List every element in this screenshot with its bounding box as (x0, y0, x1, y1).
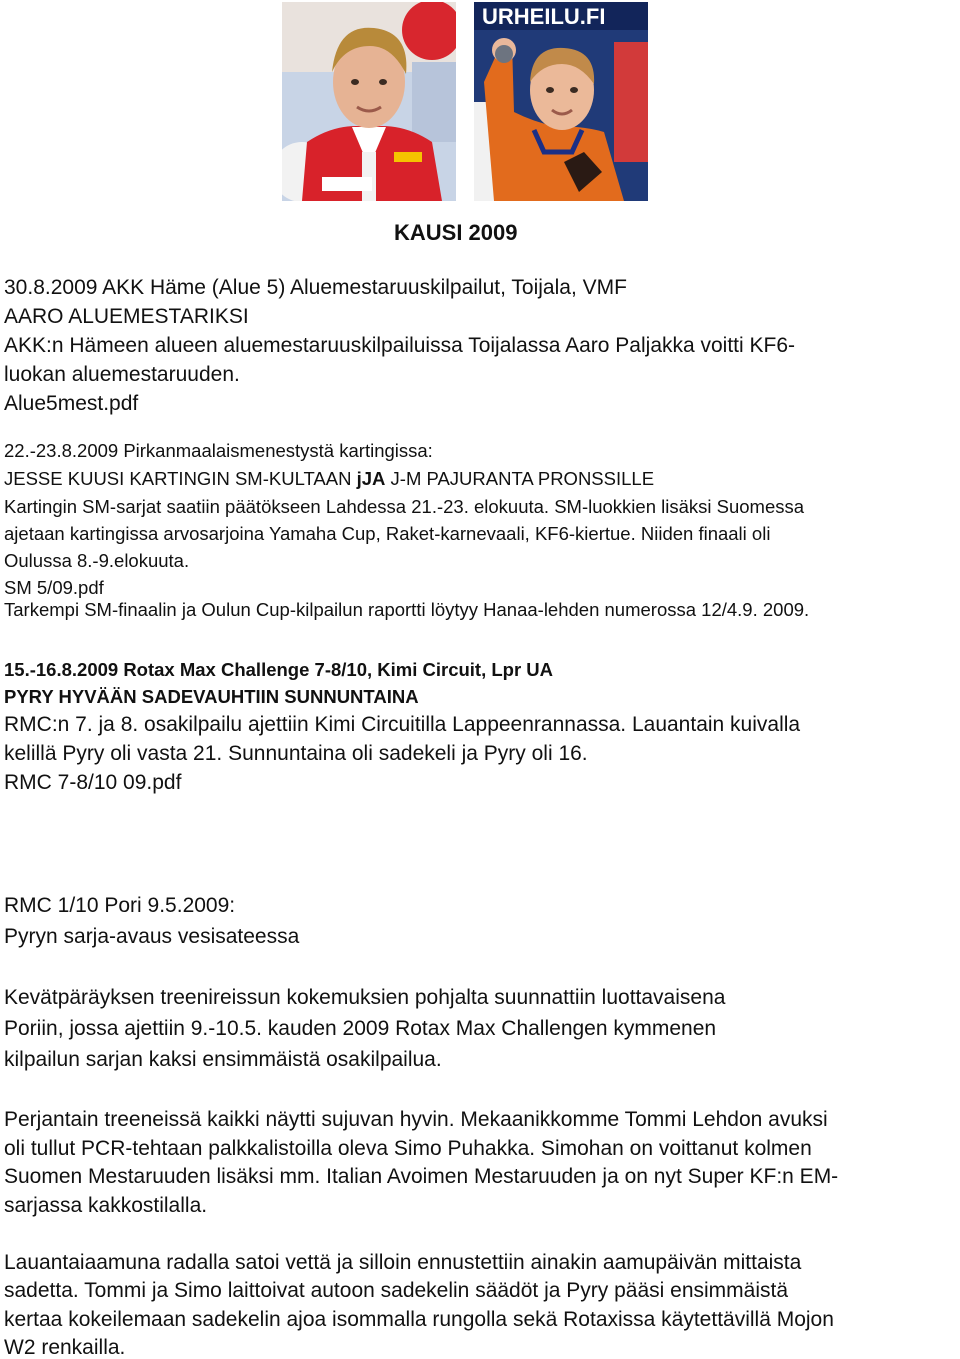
section2-headline-part: jJA (356, 468, 386, 489)
section4-heading: RMC 1/10 Pori 9.5.2009: (4, 894, 236, 917)
section4-body-line: W2 renkailla. (4, 1336, 126, 1359)
section2-headline (4, 470, 654, 489)
section2-heading: 22.-23.8.2009 Pirkanmaalaismenestystä kartingissa: (4, 440, 433, 461)
section4-body-line: kertaa kokeilemaan sadekelin ajoa isommalla rungolla sekä Rotaxissa käytettävillä Mojon (4, 1308, 834, 1331)
section4-headline: Pyryn sarja-avaus vesisateessa (4, 925, 300, 948)
section4-body-line: sadetta. Tommi ja Simo laittoivat autoon sadekelin säädöt ja Pyry pääsi ensimmäistä (4, 1279, 789, 1302)
driver-photo-image (282, 2, 456, 201)
section3-body-line: RMC:n 7. ja 8. osakilpailu ajettiin Kimi Circuitilla Lappeenrannassa. Lauantain kuivalla (4, 713, 801, 736)
section4-body-line: oli tullut PCR-tehtaan palkkalistoilla oleva Simo Puhakka. Simohan on voittanut kolmen (4, 1137, 812, 1160)
section4-body-line: Lauantaiaamuna radalla satoi vettä ja silloin ennustettiin ainakin aamupäivän mittaista (4, 1251, 802, 1274)
section1-body-line: luokan aluemestaruuden. (4, 363, 240, 386)
section4-body-line: Suomen Mestaruuden lisäksi mm. Italian Avoimen Mestaruuden ja on nyt Super KF:n EM- (4, 1165, 839, 1188)
section4-body-line: kilpailun sarjan kaksi ensimmäistä osakilpailua. (4, 1048, 442, 1071)
section2-body-line: ajetaan kartingissa arvosarjoina Yamaha Cup, Raket-karnevaali, KF6-kiertue. Niiden finaali oli (4, 523, 771, 544)
section1-body-line: AKK:n Hämeen alueen aluemestaruuskilpailuissa Toijalassa Aaro Paljakka voitti KF6- (4, 334, 796, 357)
boy-photo-image (474, 2, 648, 201)
section4-body-line: Poriin, jossa ajettiin 9.-10.5. kauden 2009 Rotax Max Challengen kymmenen (4, 1017, 717, 1040)
section2-body-line: Tarkempi SM-finaalin ja Oulun Cup-kilpailun raportti löytyy Hanaa-lehden numerossa 12/4.9. 2009. (4, 599, 810, 620)
section4-body-line: Perjantain treeneissä kaikki näytti sujuvan hyvin. Mekaanikkomme Tommi Lehdon avuksi (4, 1108, 828, 1131)
section2-headline-part: JESSE KUUSI KARTINGIN SM-KULTAAN (4, 468, 357, 489)
section3-heading: 15.-16.8.2009 Rotax Max Challenge 7-8/10, Kimi Circuit, Lpr UA (4, 659, 554, 680)
section3-body-line: kelillä Pyry oli vasta 21. Sunnuntaina oli sadekeli ja Pyry oli 16. (4, 742, 588, 765)
section4-body-line: sarjassa kakkostilalla. (4, 1194, 208, 1217)
boy-photo (474, 2, 648, 201)
section1-headline: AARO ALUEMESTARIKSI (4, 305, 249, 328)
page-title: KAUSI 2009 (394, 220, 518, 245)
section2-body-line: Oulussa 8.-9.elokuuta. (4, 550, 190, 571)
sm-5-09-pdf-link[interactable]: SM 5/09.pdf (4, 577, 104, 598)
section1-heading: 30.8.2009 AKK Häme (Alue 5) Aluemestaruuskilpailut, Toijala, VMF (4, 276, 627, 299)
section3-headline: PYRY HYVÄÄN SADEVAUHTIIN SUNNUNTAINA (4, 686, 419, 707)
rmc-7-8-10-pdf-link[interactable]: RMC 7-8/10 09.pdf (4, 771, 182, 794)
urheilu-banner-text: URHEILU.FI (482, 4, 606, 29)
driver-photo (282, 2, 456, 201)
section2-headline-part: J-M PAJURANTA PRONSSILLE (385, 468, 655, 489)
section4-body-line: Kevätpäräyksen treenireissun kokemuksien pohjalta suunnattiin luottavaisena (4, 986, 726, 1009)
alue5mest-pdf-link[interactable]: Alue5mest.pdf (4, 392, 139, 415)
section2-body-line: Kartingin SM-sarjat saatiin päätökseen Lahdessa 21.-23. elokuuta. SM-luokkien lisäksi Suomessa (4, 496, 805, 517)
